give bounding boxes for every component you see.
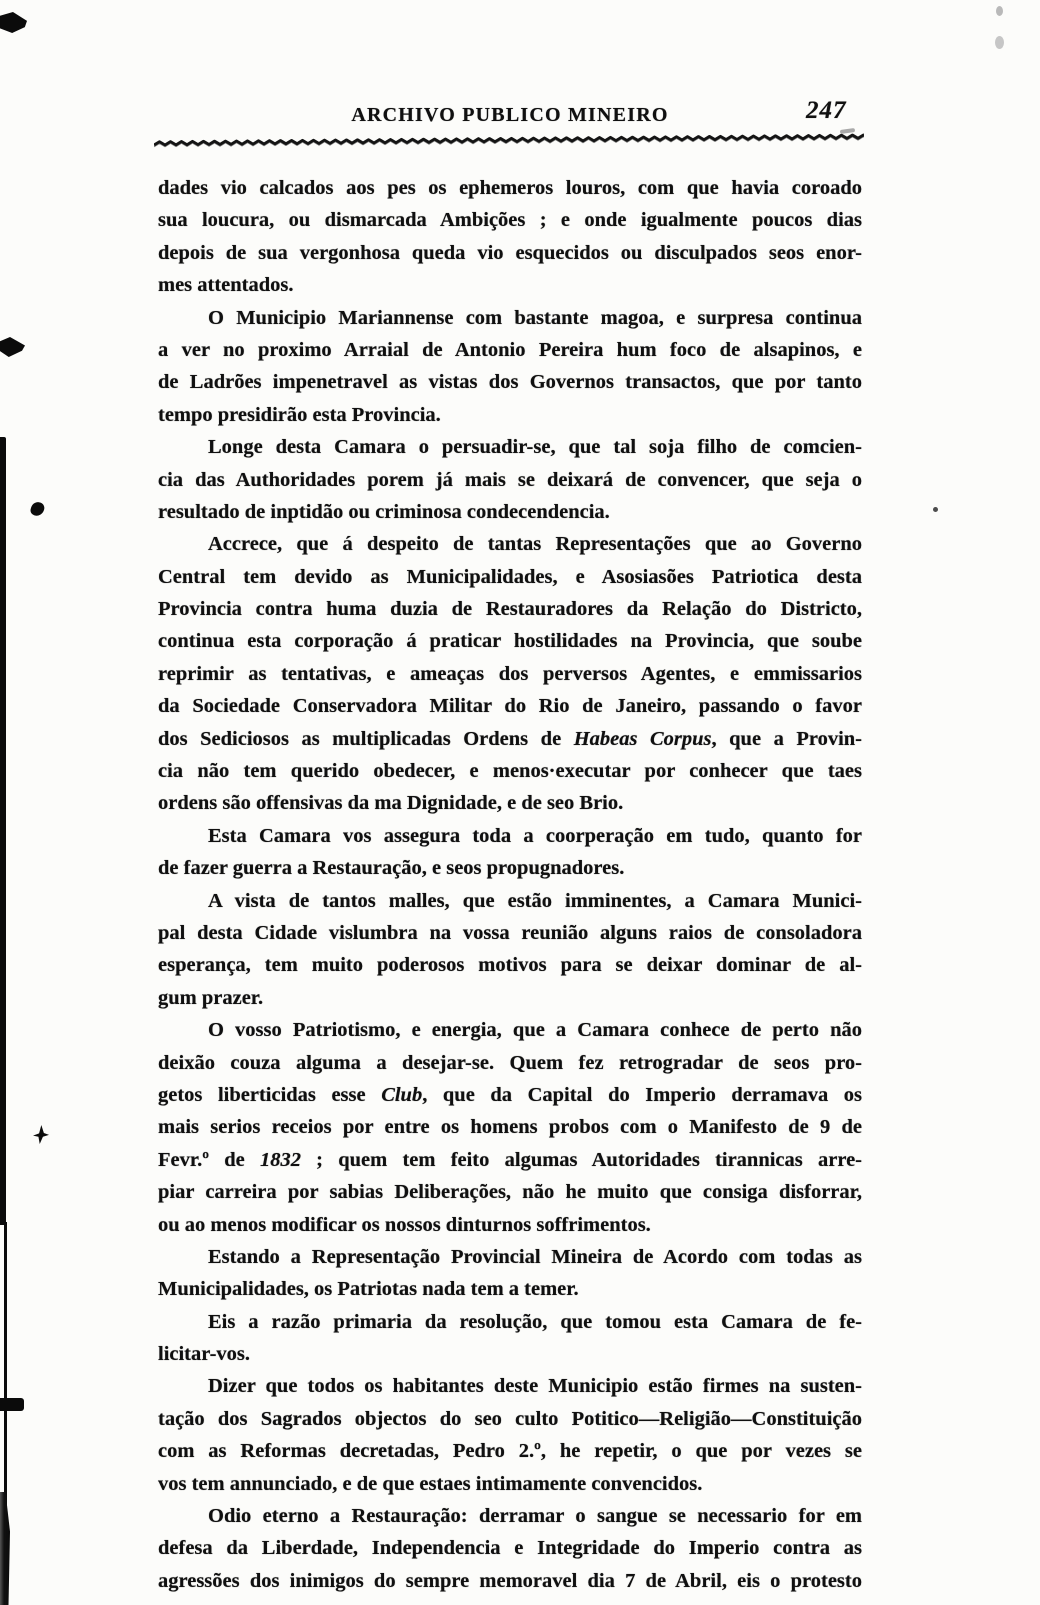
text-line: O Municipio Mariannense com bastante magoa, e surpresa continua <box>208 306 862 329</box>
page-number: 247 <box>806 97 847 124</box>
paragraph <box>158 885 862 1015</box>
text-block <box>158 172 862 1597</box>
text-line: da Sociedade Conservadora Militar do Rio de Janeiro, passando o favor <box>158 695 862 718</box>
text-line: Central tem devido as Municipalidades, e Asosiasões Patriotica desta <box>158 565 862 588</box>
text-line: Esta Camara vos assegura toda a coorperação em tudo, quanto for <box>208 824 862 847</box>
binding-edge-bar-thick <box>0 437 6 1225</box>
text-line: Accrece, que á despeito de tantas Representações que ao Governo <box>208 533 862 556</box>
paragraph <box>158 1241 862 1306</box>
text-line: defesa da Liberdade, Independencia e Integridade do Imperio contra as <box>158 1537 862 1560</box>
text-line: Eis a razão primaria da resolução, que tomou esta Camara de fe- <box>208 1310 862 1333</box>
text-line: de fazer guerra a Restauração, e seos propugnadores. <box>158 857 625 880</box>
text-line: pal desta Cidade vislumbra na vossa reunião alguns raios de consoladora <box>158 921 862 944</box>
text-line: sua loucura, ou dismarcada Ambições ; e onde igualmente poucos dias <box>158 209 862 232</box>
text-line: vos tem annunciado, e de que estaes intimamente convencidos. <box>158 1472 703 1495</box>
text-line: Dizer que todos os habitantes deste Municipio estão firmes na susten- <box>208 1375 862 1398</box>
ink-blot-mid-left <box>0 336 25 357</box>
paragraph <box>158 1014 862 1241</box>
text-line: continua esta corporação á praticar hostilidades na Provincia, que soube <box>158 630 862 653</box>
paragraph <box>158 1370 862 1500</box>
text-line: a ver no proximo Arraial de Antonio Pereira hum foco de alsapinos, e <box>158 338 862 361</box>
text-line: mes attentados. <box>158 274 294 297</box>
text-line: depois de sua vergonhosa queda vio esquecidos ou disculpados seos enor- <box>158 241 862 264</box>
text-line: getos liberticidas esse Club, que da Capital do Imperio derramava os <box>158 1083 862 1106</box>
text-line: Odio eterno a Restauração: derramar o sangue se necessario for em <box>208 1505 862 1528</box>
text-line: cia não tem querido obedecer, e menos·executar por conhecer que taes <box>158 760 862 783</box>
paragraph <box>158 172 862 302</box>
ink-mark-left-lower <box>33 1125 49 1144</box>
paragraph <box>158 1500 862 1597</box>
text-line: Municipalidades, os Patriotas nada tem a temer. <box>158 1278 579 1301</box>
faint-dot-top-right-2 <box>995 36 1004 49</box>
header-wavy-rule <box>154 132 864 151</box>
text-line: reprimir as tentativas, e ameaças dos perversos Agentes, e emmissarios <box>158 662 862 685</box>
binding-edge-bottom-blob <box>0 1492 10 1605</box>
paragraph <box>158 302 862 432</box>
text-line: ordens são offensivas da ma Dignidade, e de seo Brio. <box>158 792 624 815</box>
text-line: resultado de inptidão ou criminosa condecendencia. <box>158 500 610 523</box>
text-line: cia das Authoridades porem já mais se deixará de convencer, que seja o <box>158 468 862 491</box>
paragraph <box>158 820 862 885</box>
faint-dot-top-right-1 <box>996 6 1003 16</box>
text-line: gum prazer. <box>158 986 264 1009</box>
text-line: agressões dos inimigos do sempre memoravel dia 7 de Abril, eis o protesto <box>158 1569 862 1592</box>
ink-dot-right-margin <box>933 507 938 512</box>
text-line: ou ao menos modificar os nossos dinturnos soffrimentos. <box>158 1213 651 1236</box>
text-line: A vista de tantos malles, que estão imminentes, a Camara Munici- <box>208 889 862 912</box>
text-line: O vosso Patriotismo, e energia, que a Camara conhece de perto não <box>208 1019 862 1042</box>
page-header-title: ARCHIVO PUBLICO MINEIRO <box>351 104 669 126</box>
paragraph <box>158 528 862 820</box>
ink-speck-left <box>29 500 46 517</box>
text-line: tempo presidirão esta Provincia. <box>158 403 441 426</box>
text-line: mais serios receios por entre os homens probos com o Manifesto de 9 de <box>158 1116 862 1139</box>
paragraph <box>158 431 862 528</box>
text-line: de Ladrões impenetravel as vistas dos Governos transactos, que por tanto <box>158 371 862 394</box>
text-line: deixão couza alguma a desejar-se. Quem fez retrogradar de seos pro- <box>158 1051 862 1074</box>
text-line: dos Sediciosos as multiplicadas Ordens de Habeas Corpus, que a Provin- <box>158 727 863 750</box>
text-line: piar carreira por sabias Deliberações, não he muito que consiga disforrar, <box>158 1181 862 1204</box>
ink-blot-top-left <box>0 12 27 33</box>
text-line: com as Reformas decretadas, Pedro 2.º, he repetir, o que por vezes se <box>158 1440 862 1463</box>
text-line: esperança, tem muito poderosos motivos para se deixar dominar de al- <box>158 954 862 977</box>
text-line: dades vio calcados aos pes os ephemeros louros, com que havia coroado <box>158 177 862 199</box>
text-line: Fevr.º de 1832 ; quem tem feito algumas Autoridades tirannicas arre- <box>158 1148 862 1171</box>
text-line: Estando a Representação Provincial Mineira de Acordo com todas as <box>208 1245 862 1268</box>
paragraph <box>158 1306 862 1371</box>
binding-edge-tab <box>0 1398 24 1411</box>
text-line: tação dos Sagrados objectos do seo culto Potitico—Religião—Constituição <box>158 1407 862 1430</box>
text-line: Provincia contra huma duzia de Restauradores da Relação do Districto, <box>158 598 862 621</box>
text-line: Longe desta Camara o persuadir-se, que tal soja filho de comcien- <box>208 436 862 459</box>
text-line: licitar-vos. <box>158 1343 251 1366</box>
